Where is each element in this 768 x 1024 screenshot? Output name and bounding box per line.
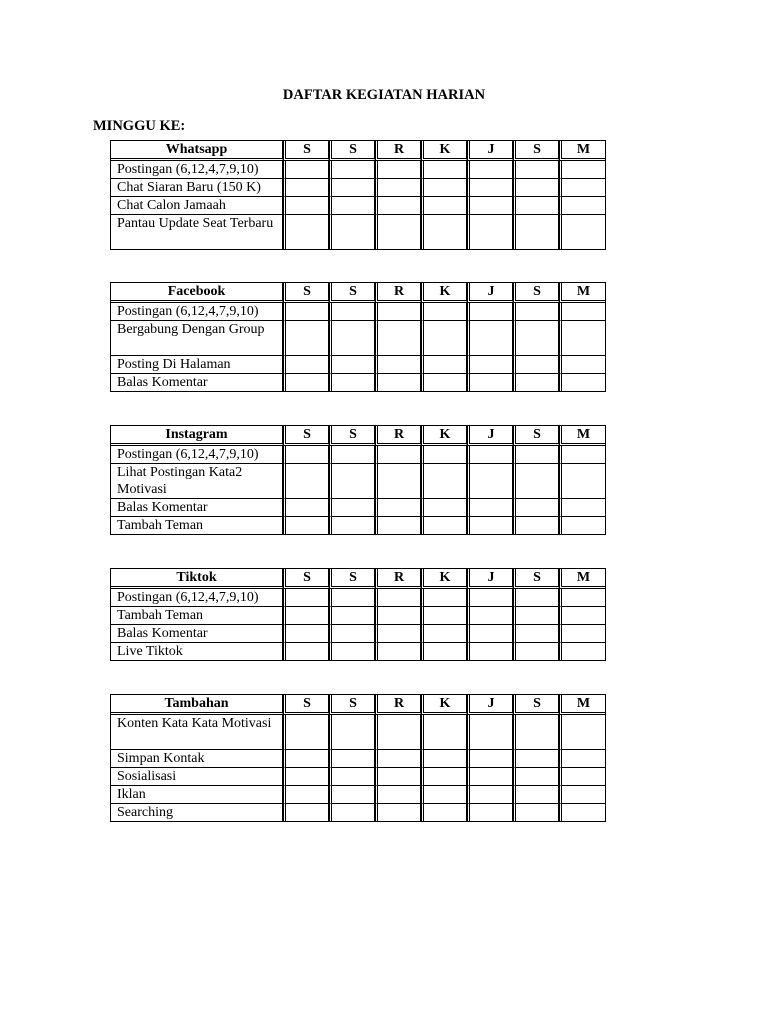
check-cell[interactable] — [375, 374, 421, 391]
activity-table-instagram — [110, 425, 606, 535]
check-cell[interactable] — [283, 499, 329, 517]
check-cell[interactable] — [283, 768, 329, 786]
check-cell[interactable] — [467, 464, 513, 499]
table-row — [111, 464, 605, 499]
check-cell[interactable] — [421, 215, 467, 249]
day-header: S — [283, 141, 329, 161]
check-cell[interactable] — [513, 446, 559, 464]
check-cell[interactable] — [513, 197, 559, 215]
check-cell[interactable] — [375, 589, 421, 607]
check-cell[interactable] — [329, 804, 375, 821]
check-cell[interactable] — [329, 215, 375, 249]
check-cell[interactable] — [559, 161, 605, 179]
check-cell[interactable] — [329, 464, 375, 499]
check-cell[interactable] — [329, 197, 375, 215]
table-row — [111, 303, 605, 321]
check-cell[interactable] — [513, 768, 559, 786]
activity-label: Simpan Kontak — [111, 750, 283, 768]
check-cell[interactable] — [375, 768, 421, 786]
day-header: S — [283, 283, 329, 303]
check-cell[interactable] — [559, 499, 605, 517]
day-header: S — [513, 569, 559, 589]
check-cell[interactable] — [375, 499, 421, 517]
check-cell[interactable] — [375, 179, 421, 197]
check-cell[interactable] — [559, 768, 605, 786]
activity-label: Iklan — [111, 786, 283, 804]
check-cell[interactable] — [467, 643, 513, 660]
check-cell[interactable] — [467, 197, 513, 215]
check-cell[interactable] — [467, 768, 513, 786]
check-cell[interactable] — [421, 446, 467, 464]
check-cell[interactable] — [513, 374, 559, 391]
check-cell[interactable] — [559, 715, 605, 750]
day-header: S — [283, 569, 329, 589]
check-cell[interactable] — [283, 517, 329, 534]
table-row — [111, 607, 605, 625]
check-cell[interactable] — [329, 161, 375, 179]
check-cell[interactable] — [467, 750, 513, 768]
check-cell[interactable] — [329, 750, 375, 768]
day-header: S — [283, 695, 329, 715]
check-cell[interactable] — [421, 303, 467, 321]
day-header: S — [329, 283, 375, 303]
check-cell[interactable] — [283, 356, 329, 374]
day-header: M — [559, 283, 605, 303]
check-cell[interactable] — [375, 464, 421, 499]
check-cell[interactable] — [559, 517, 605, 534]
day-header: K — [421, 141, 467, 161]
activity-label: Postingan (6,12,4,7,9,10) — [111, 589, 283, 607]
table-row — [111, 197, 605, 215]
day-header: M — [559, 426, 605, 446]
check-cell[interactable] — [375, 161, 421, 179]
check-cell[interactable] — [375, 715, 421, 750]
table-row — [111, 643, 605, 660]
check-cell[interactable] — [375, 197, 421, 215]
check-cell[interactable] — [513, 215, 559, 249]
table-header-row — [111, 695, 605, 715]
check-cell[interactable] — [467, 161, 513, 179]
check-cell[interactable] — [513, 161, 559, 179]
day-header: R — [375, 283, 421, 303]
check-cell[interactable] — [421, 161, 467, 179]
table-row — [111, 446, 605, 464]
activity-label: Postingan (6,12,4,7,9,10) — [111, 161, 283, 179]
check-cell[interactable] — [375, 750, 421, 768]
check-cell[interactable] — [421, 197, 467, 215]
table-row — [111, 161, 605, 179]
table-header: Instagram — [111, 426, 283, 446]
check-cell[interactable] — [559, 643, 605, 660]
check-cell[interactable] — [559, 356, 605, 374]
activity-label: Live Tiktok — [111, 643, 283, 660]
table-header: Whatsapp — [111, 141, 283, 161]
check-cell[interactable] — [513, 589, 559, 607]
check-cell[interactable] — [513, 303, 559, 321]
table-row — [111, 625, 605, 643]
check-cell[interactable] — [283, 625, 329, 643]
table-row — [111, 356, 605, 374]
check-cell[interactable] — [421, 715, 467, 750]
day-header: R — [375, 426, 421, 446]
activity-label: Tambah Teman — [111, 517, 283, 534]
activity-label: Bergabung Dengan Group — [111, 321, 283, 356]
table-header-row — [111, 141, 605, 161]
check-cell[interactable] — [421, 321, 467, 356]
check-cell[interactable] — [329, 607, 375, 625]
activity-label: Lihat Postingan Kata2 Motivasi — [111, 464, 283, 499]
check-cell[interactable] — [559, 607, 605, 625]
check-cell[interactable] — [283, 607, 329, 625]
day-header: S — [283, 426, 329, 446]
check-cell[interactable] — [283, 303, 329, 321]
check-cell[interactable] — [375, 643, 421, 660]
check-cell[interactable] — [467, 625, 513, 643]
activity-label: Postingan (6,12,4,7,9,10) — [111, 446, 283, 464]
check-cell[interactable] — [421, 786, 467, 804]
table-row — [111, 589, 605, 607]
day-header: S — [513, 695, 559, 715]
check-cell[interactable] — [559, 215, 605, 249]
check-cell[interactable] — [467, 446, 513, 464]
check-cell[interactable] — [329, 715, 375, 750]
check-cell[interactable] — [329, 303, 375, 321]
check-cell[interactable] — [283, 804, 329, 821]
check-cell[interactable] — [467, 356, 513, 374]
check-cell[interactable] — [421, 374, 467, 391]
check-cell[interactable] — [283, 464, 329, 499]
table-row — [111, 374, 605, 391]
table-header: Tambahan — [111, 695, 283, 715]
check-cell[interactable] — [467, 215, 513, 249]
table-row — [111, 499, 605, 517]
table-row — [111, 804, 605, 821]
check-cell[interactable] — [513, 643, 559, 660]
activity-label: Pantau Update Seat Terbaru — [111, 215, 283, 249]
table-row — [111, 321, 605, 356]
check-cell[interactable] — [467, 715, 513, 750]
check-cell[interactable] — [559, 374, 605, 391]
day-header: S — [329, 569, 375, 589]
check-cell[interactable] — [283, 179, 329, 197]
page-title: DAFTAR KEGIATAN HARIAN — [282, 87, 486, 103]
check-cell[interactable] — [329, 374, 375, 391]
activity-label: Konten Kata Kata Motivasi — [111, 715, 283, 750]
check-cell[interactable] — [283, 197, 329, 215]
check-cell[interactable] — [467, 607, 513, 625]
check-cell[interactable] — [467, 374, 513, 391]
check-cell[interactable] — [467, 179, 513, 197]
check-cell[interactable] — [559, 197, 605, 215]
check-cell[interactable] — [513, 715, 559, 750]
day-header: J — [467, 141, 513, 161]
table-header-row — [111, 283, 605, 303]
check-cell[interactable] — [283, 161, 329, 179]
check-cell[interactable] — [283, 715, 329, 750]
check-cell[interactable] — [421, 607, 467, 625]
check-cell[interactable] — [283, 215, 329, 249]
check-cell[interactable] — [375, 517, 421, 534]
check-cell[interactable] — [283, 446, 329, 464]
check-cell[interactable] — [513, 321, 559, 356]
day-header: K — [421, 695, 467, 715]
activity-table-tiktok — [110, 568, 606, 661]
check-cell[interactable] — [513, 517, 559, 534]
check-cell[interactable] — [421, 750, 467, 768]
check-cell[interactable] — [283, 321, 329, 356]
check-cell[interactable] — [283, 374, 329, 391]
check-cell[interactable] — [375, 607, 421, 625]
check-cell[interactable] — [329, 321, 375, 356]
activity-label: Searching — [111, 804, 283, 821]
check-cell[interactable] — [467, 303, 513, 321]
day-header: R — [375, 695, 421, 715]
check-cell[interactable] — [375, 215, 421, 249]
activity-label: Chat Siaran Baru (150 K) — [111, 179, 283, 197]
check-cell[interactable] — [513, 464, 559, 499]
day-header: S — [329, 695, 375, 715]
check-cell[interactable] — [329, 446, 375, 464]
table-row — [111, 215, 605, 249]
day-header: M — [559, 569, 605, 589]
check-cell[interactable] — [329, 643, 375, 660]
day-header: R — [375, 569, 421, 589]
activity-label: Tambah Teman — [111, 607, 283, 625]
week-label: MINGGU KE: — [93, 118, 186, 134]
check-cell[interactable] — [375, 446, 421, 464]
check-cell[interactable] — [513, 625, 559, 643]
day-header: S — [329, 426, 375, 446]
check-cell[interactable] — [559, 464, 605, 499]
check-cell[interactable] — [513, 786, 559, 804]
check-cell[interactable] — [559, 589, 605, 607]
day-header: J — [467, 569, 513, 589]
check-cell[interactable] — [375, 356, 421, 374]
table-header: Tiktok — [111, 569, 283, 589]
day-header: M — [559, 141, 605, 161]
check-cell[interactable] — [467, 589, 513, 607]
day-header: K — [421, 283, 467, 303]
check-cell[interactable] — [421, 804, 467, 821]
check-cell[interactable] — [467, 499, 513, 517]
day-header: J — [467, 695, 513, 715]
activity-label: Postingan (6,12,4,7,9,10) — [111, 303, 283, 321]
table-header-row — [111, 426, 605, 446]
check-cell[interactable] — [421, 464, 467, 499]
day-header: K — [421, 569, 467, 589]
table-header: Facebook — [111, 283, 283, 303]
check-cell[interactable] — [421, 625, 467, 643]
check-cell[interactable] — [467, 321, 513, 356]
check-cell[interactable] — [375, 786, 421, 804]
check-cell[interactable] — [329, 356, 375, 374]
check-cell[interactable] — [421, 179, 467, 197]
check-cell[interactable] — [513, 750, 559, 768]
check-cell[interactable] — [283, 750, 329, 768]
check-cell[interactable] — [421, 499, 467, 517]
activity-table-facebook — [110, 282, 606, 392]
check-cell[interactable] — [283, 643, 329, 660]
check-cell[interactable] — [421, 643, 467, 660]
table-header-row — [111, 569, 605, 589]
check-cell[interactable] — [283, 786, 329, 804]
table-row — [111, 786, 605, 804]
activity-label: Balas Komentar — [111, 499, 283, 517]
check-cell[interactable] — [329, 179, 375, 197]
check-cell[interactable] — [421, 517, 467, 534]
activity-label: Sosialisasi — [111, 768, 283, 786]
check-cell[interactable] — [375, 303, 421, 321]
check-cell[interactable] — [559, 179, 605, 197]
check-cell[interactable] — [467, 804, 513, 821]
day-header: R — [375, 141, 421, 161]
check-cell[interactable] — [421, 356, 467, 374]
check-cell[interactable] — [375, 625, 421, 643]
day-header: S — [513, 283, 559, 303]
check-cell[interactable] — [421, 768, 467, 786]
check-cell[interactable] — [421, 589, 467, 607]
check-cell[interactable] — [283, 589, 329, 607]
check-cell[interactable] — [559, 750, 605, 768]
check-cell[interactable] — [559, 321, 605, 356]
check-cell[interactable] — [559, 446, 605, 464]
check-cell[interactable] — [513, 499, 559, 517]
table-row — [111, 715, 605, 750]
check-cell[interactable] — [329, 589, 375, 607]
activity-label: Chat Calon Jamaah — [111, 197, 283, 215]
check-cell[interactable] — [513, 607, 559, 625]
check-cell[interactable] — [513, 356, 559, 374]
check-cell[interactable] — [329, 625, 375, 643]
check-cell[interactable] — [559, 804, 605, 821]
check-cell[interactable] — [329, 768, 375, 786]
table-row — [111, 750, 605, 768]
check-cell[interactable] — [467, 786, 513, 804]
check-cell[interactable] — [375, 321, 421, 356]
check-cell[interactable] — [375, 804, 421, 821]
table-row — [111, 517, 605, 534]
check-cell[interactable] — [559, 625, 605, 643]
day-header: J — [467, 426, 513, 446]
check-cell[interactable] — [467, 517, 513, 534]
activity-label: Balas Komentar — [111, 625, 283, 643]
check-cell[interactable] — [559, 786, 605, 804]
check-cell[interactable] — [329, 499, 375, 517]
day-header: S — [513, 426, 559, 446]
check-cell[interactable] — [559, 303, 605, 321]
check-cell[interactable] — [513, 179, 559, 197]
check-cell[interactable] — [329, 786, 375, 804]
activity-table-whatsapp — [110, 140, 606, 250]
activity-table-tambahan — [110, 694, 606, 822]
day-header: K — [421, 426, 467, 446]
check-cell[interactable] — [329, 517, 375, 534]
day-header: J — [467, 283, 513, 303]
activity-label: Posting Di Halaman — [111, 356, 283, 374]
check-cell[interactable] — [513, 804, 559, 821]
day-header: S — [513, 141, 559, 161]
table-row — [111, 179, 605, 197]
day-header: M — [559, 695, 605, 715]
activity-label: Balas Komentar — [111, 374, 283, 391]
day-header: S — [329, 141, 375, 161]
table-row — [111, 768, 605, 786]
